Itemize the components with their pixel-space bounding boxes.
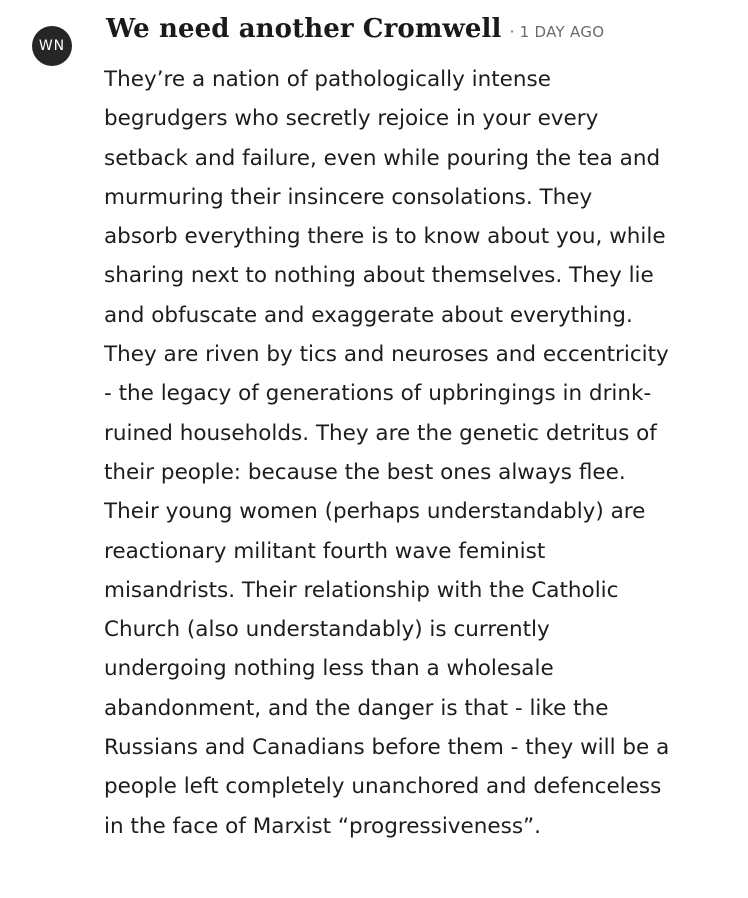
avatar-initials: WN xyxy=(38,38,66,54)
author-name[interactable]: We need another Cromwell xyxy=(106,14,502,44)
comment-body-line: their people: because the best ones always flee. xyxy=(104,459,626,485)
comment-body-line: Church (also understandably) is currently xyxy=(104,617,550,643)
comment-body-line: in the face of Marxist “progressiveness”. xyxy=(104,813,541,839)
comment-body-line: Russians and Canadians before them - they will be a xyxy=(104,735,670,761)
comment-body-line: and obfuscate and exaggerate about everything. xyxy=(104,302,633,328)
comment-body-line: ruined households. They are the genetic detritus of xyxy=(104,420,657,446)
comment-body-line: They are riven by tics and neuroses and eccentricity xyxy=(104,342,669,368)
comment-body-line: sharing next to nothing about themselves. They lie xyxy=(104,263,654,289)
comment-body-line: They’re a nation of pathologically intense xyxy=(104,67,551,92)
comment-body-line: begrudgers who secretly rejoice in your every xyxy=(104,106,599,132)
comment-body-line: misandrists. Their relationship with the Catholic xyxy=(104,577,619,603)
comment-body-line: abandonment, and the danger is that - like the xyxy=(104,695,609,721)
comment-body-line: reactionary militant fourth wave feminist xyxy=(104,538,546,564)
avatar[interactable] xyxy=(32,26,72,66)
timestamp: 1 DAY AGO xyxy=(519,23,605,41)
comment-body xyxy=(104,60,744,846)
comment-body-line: - the legacy of generations of upbringings in drink- xyxy=(104,381,652,407)
comment-body-line: setback and failure, even while pouring the tea and xyxy=(104,145,661,171)
comment-body-line: Their young women (perhaps understandably) are xyxy=(104,499,646,525)
meta-separator: · xyxy=(509,22,515,41)
comment-body-line: murmuring their insincere consolations. They xyxy=(104,184,593,210)
comment-body-line: undergoing nothing less than a wholesale xyxy=(104,656,554,682)
comment-body-line: absorb everything there is to know about you, while xyxy=(104,224,666,250)
comment-header xyxy=(106,14,604,54)
comment-body-line: people left completely unanchored and defenceless xyxy=(104,774,662,800)
